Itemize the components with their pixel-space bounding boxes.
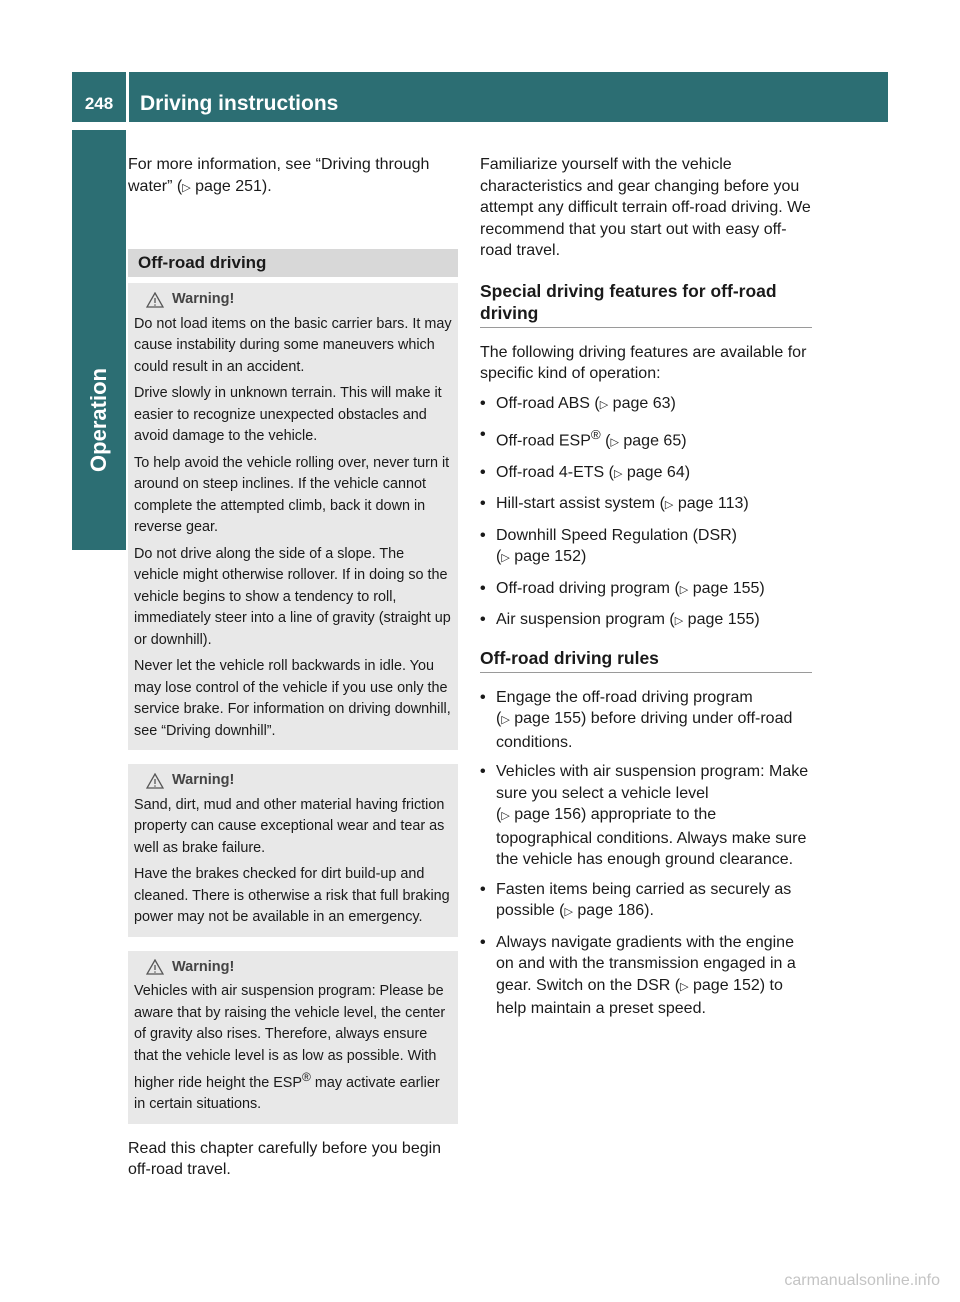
side-tab (72, 130, 126, 550)
list-item: • Off-road driving program (▷ page 155) (480, 578, 812, 602)
warning-text: Never let the vehicle roll backwards in idle. You may lose control of the vehicle if you use only the service brake. For information on driving downhill, see “Driving downhill”. (134, 658, 451, 739)
features-heading: Special driving features for off-road driving (480, 280, 812, 328)
list-item: • Always navigate gradients with the engine on and with the transmission engaged in a gear. Switch on the DSR (▷ page 152) to help maintain a preset speed. (480, 932, 812, 1020)
list-item: • Off-road ABS (▷ page 63) (480, 393, 812, 417)
warning-text: To help avoid the vehicle rolling over, never turn it around on steep inclines. If the vehicle cannot complete the attempted climb, back it down in reverse gear. (134, 454, 450, 535)
page-ref-arrow-icon: ▷ (564, 906, 573, 919)
page-ref-arrow-icon: ▷ (501, 810, 510, 823)
warning-triangle-icon (146, 292, 164, 308)
list-item: • Downhill Speed Regulation (DSR) (▷ page 152) (480, 525, 812, 570)
closing-paragraph: Read this chapter carefully before you begin off-road travel. (128, 1139, 442, 1179)
list-item: • Vehicles with air suspension program: Make sure you select a vehicle level (▷ page 156) appropriate to the topographical conditions. Always make sure the vehicle has enough ground clearance. (480, 761, 812, 871)
warning-heading: Warning! (134, 770, 452, 792)
section-title: Off-road driving (128, 249, 458, 277)
list-item: • Hill-start assist system (▷ page 113) (480, 493, 812, 517)
page-ref-arrow-icon: ▷ (664, 499, 674, 512)
warning-triangle-icon (146, 773, 164, 789)
page-ref-arrow-icon: ▷ (599, 398, 609, 411)
list-item: • Air suspension program (▷ page 155) (480, 609, 812, 633)
warning-box-1 (128, 283, 458, 750)
right-intro-paragraph: Familiarize yourself with the vehicle characteristics and gear changing before you attempt any difficult terrain off-road driving. We recommend that you start out with easy off-road travel. (480, 156, 811, 259)
page-ref-arrow-icon: ▷ (613, 467, 623, 480)
warning-heading: Warning! (134, 957, 452, 979)
list-item: • Off-road ESP® (▷ page 65) (480, 424, 812, 454)
watermark: carmanualsonline.info (784, 1272, 940, 1289)
rules-list (480, 687, 812, 1020)
warning-text: Sand, dirt, mud and other material having friction property can cause exceptional wear and tear as well as brake failure. (134, 796, 445, 856)
header-divider (126, 72, 129, 122)
warning-text: Have the brakes checked for dirt build-up and cleaned. There is otherwise a risk that full braking power may not be available in an emergency. (134, 866, 450, 925)
list-item: • Off-road 4-ETS (▷ page 64) (480, 462, 812, 486)
page-number: 248 (84, 94, 114, 113)
left-column (128, 154, 458, 1181)
warning-text: Do not drive along the side of a slope. The vehicle might otherwise rollover. If in doing so the vehicle begins to show a tendency to roll, immediately steer into a line of gravity (straight up or downhill). (134, 545, 451, 648)
right-column (480, 154, 812, 1028)
warning-text: Vehicles with air suspension program: Please be aware that by raising the vehicle level, the center of gravity also rises. Therefore, always ensure that the vehicle level is as low as possible. With higher ride height the ESP® may activate earlier in certain situations. (134, 983, 446, 1113)
intro-paragraph: For more information, see “Driving through water” (▷ page 251). (128, 156, 430, 195)
features-intro: The following driving features are available for specific kind of operation: (480, 343, 807, 382)
page-ref-arrow-icon: ▷ (610, 436, 619, 449)
page-ref-arrow-icon: ▷ (182, 181, 191, 194)
page-ref-arrow-icon: ▷ (679, 583, 689, 596)
warning-text: Do not load items on the basic carrier bars. It may cause instability during some maneuvers which could result in an accident. (134, 315, 452, 375)
warning-heading: Warning! (134, 289, 452, 311)
warning-triangle-icon (146, 959, 164, 975)
warning-box-3 (128, 951, 458, 1124)
side-tab-label: Operation (86, 368, 111, 472)
page-ref-arrow-icon: ▷ (680, 980, 689, 993)
page-ref-arrow-icon: ▷ (501, 552, 510, 565)
list-item: • Engage the off-road driving program (▷ page 155) before driving under off-road conditions. (480, 687, 812, 754)
warning-text: Drive slowly in unknown terrain. This will make it easier to recognize unexpected obstacles and avoid damage to the vehicle. (134, 385, 442, 444)
warning-box-2 (128, 764, 458, 937)
list-item: • Fasten items being carried as securely as possible (▷ page 186). (480, 879, 812, 924)
page-ref-arrow-icon: ▷ (501, 714, 510, 727)
rules-heading: Off-road driving rules (480, 647, 812, 673)
chapter-title: Driving instructions (140, 92, 339, 115)
features-list (480, 393, 812, 633)
page-ref-arrow-icon: ▷ (674, 615, 684, 628)
